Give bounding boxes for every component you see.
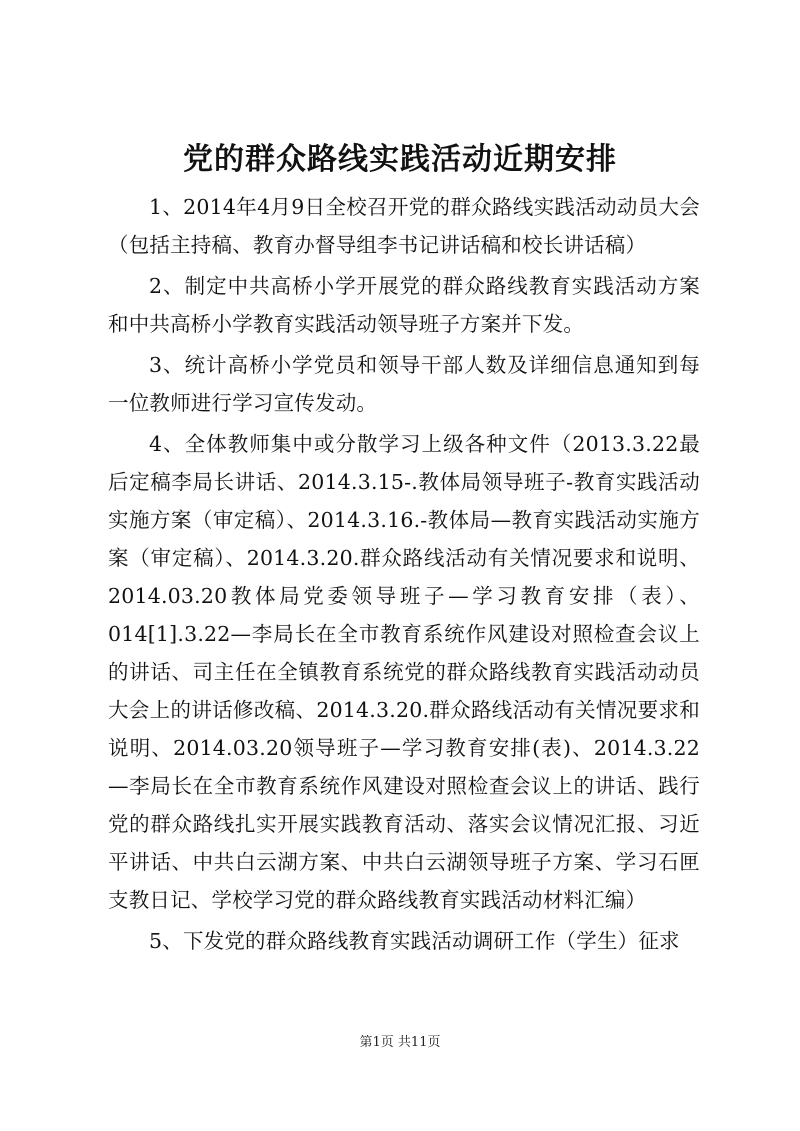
paragraph-1: 1、2014年4月9日全校召开党的群众路线实践活动动员大会（包括主持稿、教育办督导组李书记讲话稿和校长讲话稿） <box>108 195 700 257</box>
paragraph-2: 2、制定中共高桥小学开展党的群众路线教育实践活动方案和中共高桥小学教育实践活动领导班子方案并下发。 <box>108 274 700 336</box>
paragraph-3: 3、统计高桥小学党员和领导干部人数及详细信息通知到每一位教师进行学习宣传发动。 <box>108 353 700 415</box>
document-title: 党的群众路线实践活动近期安排 <box>183 142 617 177</box>
paragraph-5: 5、下发党的群众路线教育实践活动调研工作（学生）征求 <box>149 929 680 953</box>
document-body <box>108 188 700 960</box>
page-footer: 第1页 共11页 <box>359 1035 441 1050</box>
paragraph-4: 4、全体教师集中或分散学习上级各种文件（2013.3.22最后定稿李局长讲话、2014.3.15-.教体局领导班子-教育实践活动实施方案（审定稿）、2014.3.16.-教体局—教育实践活动实施方案（审定稿）、2014.3.20.群众路线活动有关情况要求和说明、2014.03.20教体局党委领导班子—学习教育安排（表）、014[1].3.22—李局长在全市教育系统作风建设对照检查会议上的讲话、司主任在全镇教育系统党的群众路线教育实践活动动员大会上的讲话修改稿、2014.3.20.群众路线活动有关情况要求和说明、2014.03.20领导班子—学习教育安排(表)、2014.3.22—李局长在全市教育系统作风建设对照检查会议上的讲话、践行党的群众路线扎实开展实践教育活动、落实会议情况汇报、习近平讲话、中共白云湖方案、中共白云湖领导班子方案、学习石匣支教日记、学校学习党的群众路线教育实践活动材料汇编） <box>108 432 700 912</box>
